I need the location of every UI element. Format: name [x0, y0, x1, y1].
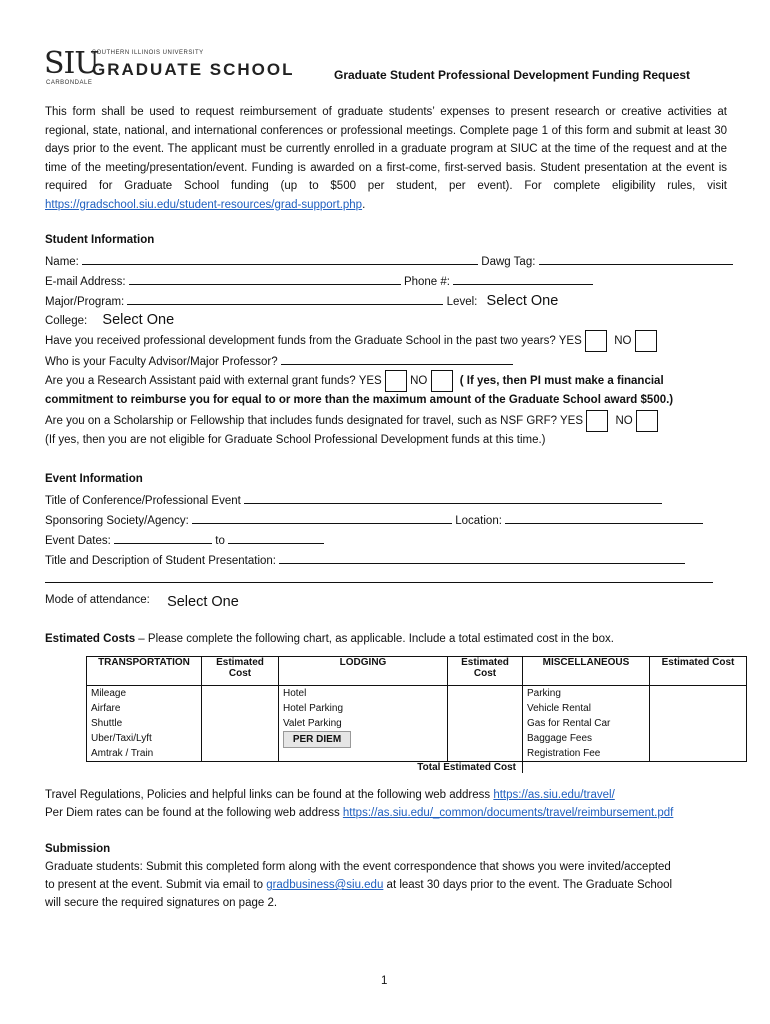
- transport-cost-cell[interactable]: [202, 686, 279, 762]
- ra-question-row: [45, 370, 664, 392]
- scholar-question-row: [45, 410, 658, 432]
- table-row: [87, 686, 747, 762]
- scholar-no-label: NO: [615, 415, 633, 428]
- sponsor-field[interactable]: [192, 512, 452, 524]
- advisor-field[interactable]: [281, 353, 513, 365]
- gradbusiness-email-link[interactable]: gradbusiness@siu.edu: [266, 879, 384, 891]
- funds-yes-label: YES: [558, 335, 582, 348]
- name-field[interactable]: [82, 253, 478, 265]
- logo-graduate-school: GRADUATE SCHOOL: [92, 60, 295, 79]
- presentation-label: Title and Description of Student Presentation:: [45, 555, 276, 567]
- phone-field[interactable]: [453, 273, 593, 285]
- event-info-heading: Event Information: [45, 473, 143, 485]
- event-dates-label: Event Dates:: [45, 535, 111, 547]
- intro-paragraph: This form shall be used to request reimbursement of graduate students’ expenses to present research or creative activities at regional, state, national, and international conferences or professional meetings. Complete page 1 of this form and submit at least 30 days prior to the event. The applicant must be currently enrolled in a graduate program at SIUC at the time of the request and at the time of the meeting/presentation/event. Funding is awarded on a first-come, first-served basis. Student presentation at the event is required for Graduate School funding (up to $500 per student, per event). For complete eligibility rules, visit https://gradschool.siu.edu/student-resources/grad-support.php.: [45, 106, 727, 211]
- name-row: [45, 253, 733, 269]
- phone-label: Phone #:: [403, 276, 450, 288]
- level-select[interactable]: Select One: [486, 293, 559, 309]
- page-number: 1: [381, 975, 388, 987]
- level-label: Level:: [446, 296, 478, 308]
- college-row: [45, 313, 174, 328]
- total-row: [87, 762, 747, 774]
- costs-table: [86, 656, 747, 773]
- form-title: Graduate Student Professional Development Funding Request: [334, 68, 691, 82]
- dawg-tag-label: Dawg Tag:: [481, 256, 536, 268]
- presentation-field-line2[interactable]: [45, 582, 713, 583]
- travel-links-row: Travel Regulations, Policies and helpful links can be found at the following web address https://as.siu.edu/travel/: [45, 789, 615, 801]
- funds-no-checkbox[interactable]: [635, 330, 657, 352]
- logo-campus: CARBONDALE: [46, 80, 93, 86]
- presentation-row: [45, 552, 685, 568]
- major-row: [45, 293, 558, 309]
- per-diem-label: PER DIEM: [283, 731, 351, 748]
- ra-yes-checkbox[interactable]: [385, 370, 407, 392]
- event-title-row: [45, 492, 662, 508]
- scholar-yes-label: YES: [560, 415, 584, 428]
- ra-note: ( If yes, then PI must make a financial: [459, 375, 664, 388]
- submission-line3: will secure the required signatures on page 2.: [45, 897, 278, 909]
- scholar-yes-checkbox[interactable]: [586, 410, 608, 432]
- mode-select[interactable]: Select One: [167, 594, 239, 610]
- mode-label: Mode of attendance:: [45, 594, 150, 606]
- ra-no-checkbox[interactable]: [431, 370, 453, 392]
- location-field[interactable]: [505, 512, 703, 524]
- col-lodging: LODGING: [279, 657, 448, 686]
- dates-to-label: to: [215, 535, 225, 547]
- major-field[interactable]: [127, 293, 443, 305]
- event-title-field[interactable]: [244, 492, 662, 504]
- ra-note-continued: commitment to reimburse you for equal to or more than the maximum amount of the Graduate School award $500.): [45, 394, 674, 406]
- sponsor-label: Sponsoring Society/Agency:: [45, 515, 189, 527]
- costs-heading: Estimated Costs: [45, 633, 136, 645]
- college-select[interactable]: Select One: [102, 312, 175, 328]
- costs-heading-row: [45, 632, 614, 646]
- travel-link[interactable]: https://as.siu.edu/travel/: [493, 789, 615, 801]
- ra-no-label: NO: [410, 375, 428, 388]
- funds-no-label: NO: [614, 335, 632, 348]
- misc-cost-cell[interactable]: [650, 686, 747, 762]
- logo-university: SOUTHERN ILLINOIS UNIVERSITY: [92, 50, 204, 56]
- end-date-field[interactable]: [228, 532, 324, 544]
- college-label: College:: [45, 315, 88, 327]
- submission-heading: Submission: [45, 843, 111, 855]
- funds-question-row: [45, 330, 657, 352]
- start-date-field[interactable]: [114, 532, 212, 544]
- scholar-note: (If yes, then you are not eligible for Graduate School Professional Development funds at this time.): [45, 434, 546, 446]
- scholar-no-checkbox[interactable]: [636, 410, 658, 432]
- misc-list: Parking Vehicle Rental Gas for Rental Car Baggage Fees Registration Fee: [523, 686, 650, 762]
- costs-header-row: [87, 657, 747, 686]
- scholar-question: Are you on a Scholarship or Fellowship that includes funds designated for travel, such as NSF GRF?: [45, 415, 558, 428]
- col-transport-cost: Estimated Cost: [202, 657, 279, 686]
- event-title-label: Title of Conference/Professional Event: [45, 495, 241, 507]
- col-misc-cost: Estimated Cost: [650, 657, 747, 686]
- student-info-heading: Student Information: [45, 234, 155, 246]
- major-label: Major/Program:: [45, 296, 125, 308]
- dates-row: [45, 532, 324, 548]
- submission-line2: to present at the event. Submit via email to gradbusiness@siu.edu at least 30 days prior to the event. The Graduate School: [45, 879, 673, 891]
- ra-yes-label: YES: [358, 375, 382, 388]
- transport-list: Mileage Airfare Shuttle Uber/Taxi/Lyft Amtrak / Train: [87, 686, 202, 762]
- email-field[interactable]: [129, 273, 401, 285]
- grad-support-link[interactable]: https://gradschool.siu.edu/student-resources/grad-support.php: [45, 198, 363, 211]
- lodging-list: Hotel Hotel Parking Valet Parking PER DIEM: [279, 686, 448, 762]
- funds-question: Have you received professional development funds from the Graduate School in the past two years?: [45, 335, 556, 348]
- ra-question: Are you a Research Assistant paid with external grant funds?: [45, 375, 356, 388]
- col-misc: MISCELLANEOUS: [523, 657, 650, 686]
- perdiem-links-row: Per Diem rates can be found at the following web address https://as.siu.edu/_common/documents/travel/reimbursement.pdf: [45, 807, 674, 819]
- mode-row: [45, 592, 239, 610]
- lodging-cost-cell[interactable]: [448, 686, 523, 762]
- perdiem-link[interactable]: https://as.siu.edu/_common/documents/travel/reimbursement.pdf: [342, 807, 674, 819]
- total-cost-cell[interactable]: [523, 762, 650, 774]
- advisor-row: [45, 353, 513, 369]
- logo-siu: SIU: [44, 46, 99, 81]
- presentation-field[interactable]: [279, 552, 685, 564]
- submission-line1: Graduate students: Submit this completed form along with the event correspondence that shows you were invited/accepted: [45, 861, 671, 873]
- email-row: [45, 273, 593, 289]
- dawg-tag-field[interactable]: [539, 253, 733, 265]
- costs-instruction: – Please complete the following chart, as applicable. Include a total estimated cost in the box.: [135, 633, 614, 645]
- total-label: Total Estimated Cost: [87, 762, 523, 774]
- advisor-question: Who is your Faculty Advisor/Major Professor?: [45, 356, 278, 368]
- location-label: Location:: [455, 515, 502, 527]
- col-lodging-cost: Estimated Cost: [448, 657, 523, 686]
- sponsor-row: [45, 512, 703, 528]
- col-transportation: TRANSPORTATION: [87, 657, 202, 686]
- email-label: E-mail Address:: [45, 276, 126, 288]
- name-label: Name:: [45, 256, 79, 268]
- funds-yes-checkbox[interactable]: [585, 330, 607, 352]
